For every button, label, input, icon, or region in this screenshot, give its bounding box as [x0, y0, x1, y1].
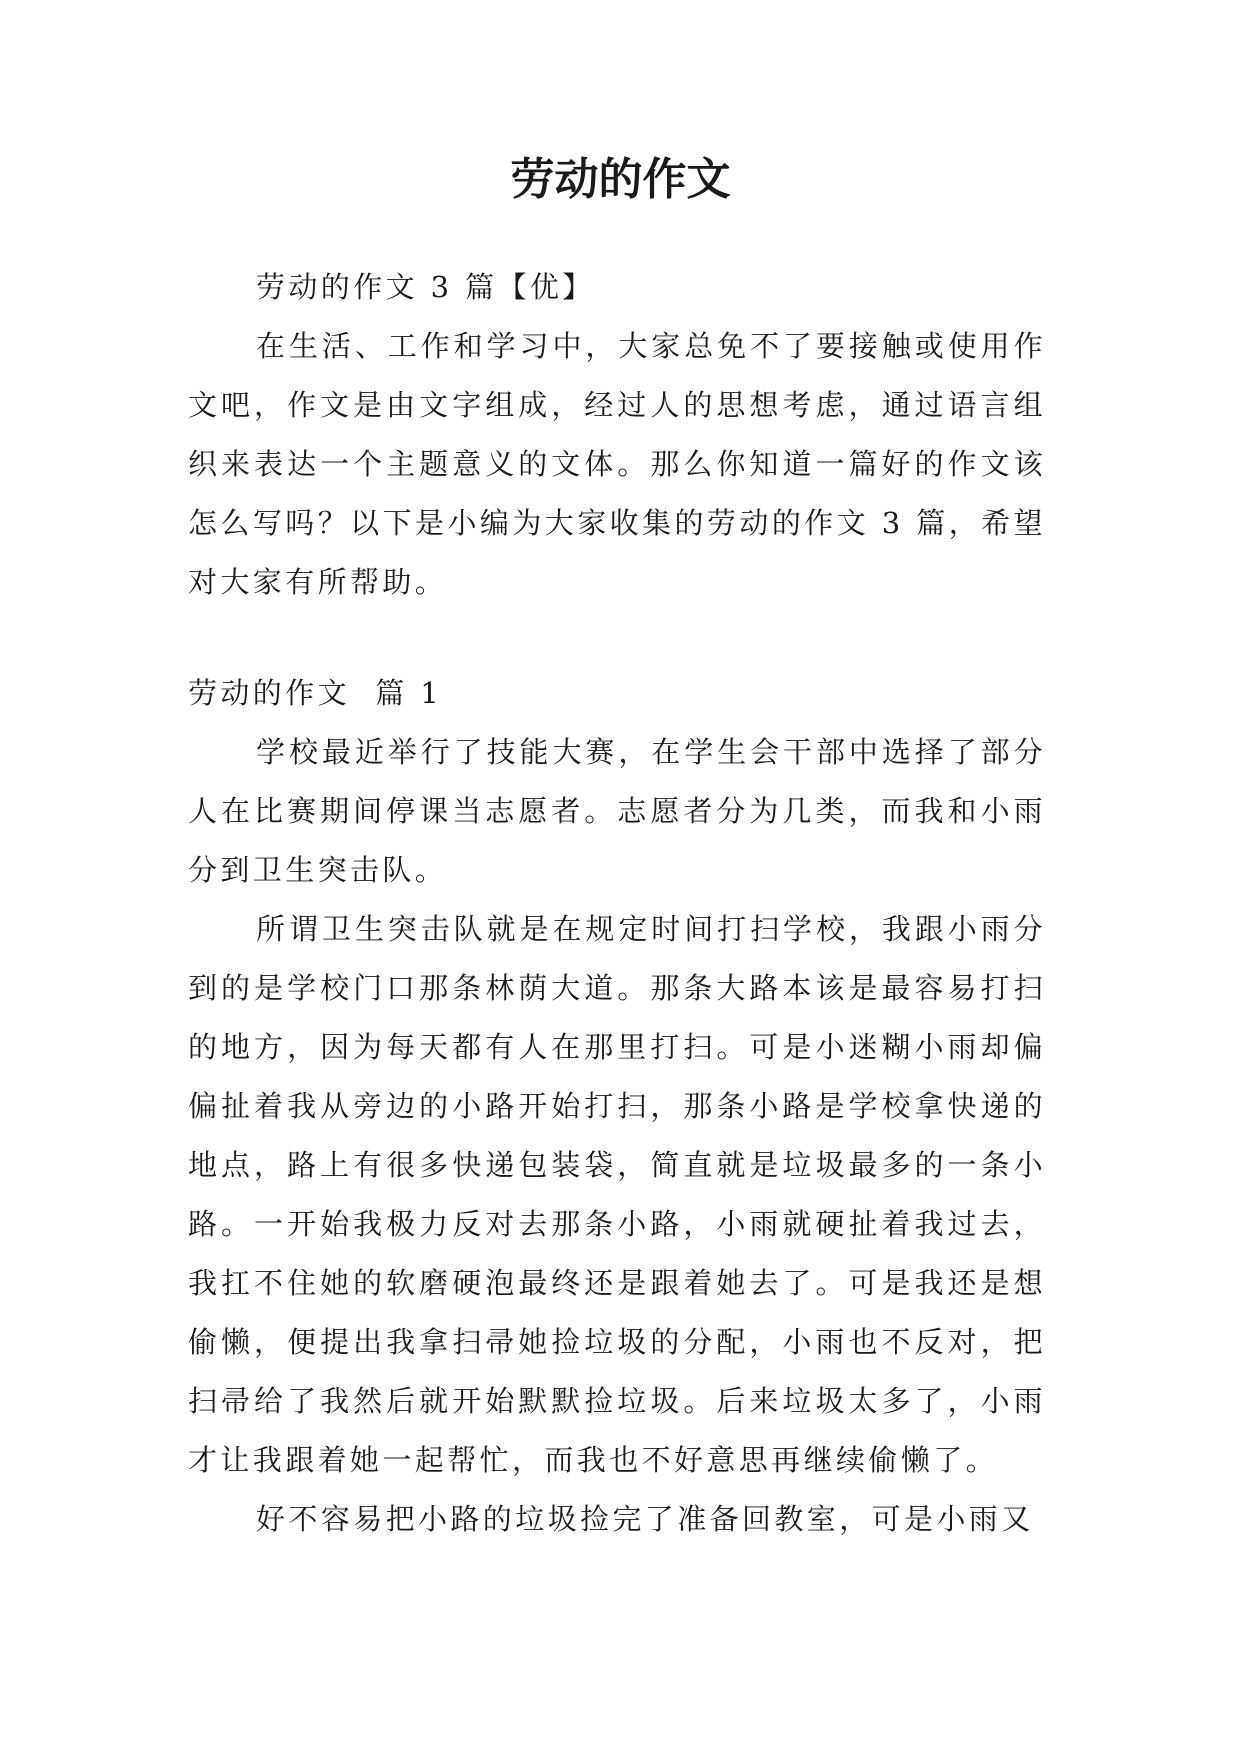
section-paragraph-3: 好不容易把小路的垃圾捡完了准备回教室，可是小雨又 — [256, 1502, 1034, 1536]
section-heading: 劳动的作文 篇 1 — [188, 676, 443, 710]
section-paragraph-2: 所谓卫生突击队就是在规定时间打扫学校，我跟小雨分到的是学校门口那条林荫大道。那条大路本该是最容易打扫的地方，因为每天都有人在那里打扫。可是小迷糊小雨却偏偏扯着我从旁边的小路开始打扫，那条小路是学校拿快递的地点，路上有很多快递包装袋，简直就是垃圾最多的一条小路。一开始我极力反对去那条小路，小雨就硬扯着我过去，我扛不住她的软磨硬泡最终还是跟着她去了。可是我还是想偷懒，便提出我拿扫帚她捡垃圾的分配，小雨也不反对，把扫帚给了我然后就开始默默捡垃圾。后来垃圾太多了，小雨才让我跟着她一起帮忙，而我也不好意思再继续偷懒了。 — [188, 912, 1046, 1477]
section-paragraph-1: 学校最近举行了技能大赛，在学生会干部中选择了部分人在比赛期间停课当志愿者。志愿者分为几类，而我和小雨分到卫生突击队。 — [188, 735, 1046, 887]
section-spacer — [188, 612, 1046, 664]
intro-paragraph: 在生活、工作和学习中，大家总免不了要接触或使用作文吧，作文是由文字组成，经过人的思想考虑，通过语言组织来表达一个主题意义的文体。那么你知道一篇好的作文该怎么写吗？以下是小编为大家收集的劳动的作文 3 篇，希望对大家有所帮助。 — [188, 329, 1046, 599]
subtitle: 劳动的作文 3 篇【优】 — [256, 270, 595, 304]
document-body — [188, 258, 1046, 1549]
document-title: 劳动的作文 — [510, 154, 731, 205]
